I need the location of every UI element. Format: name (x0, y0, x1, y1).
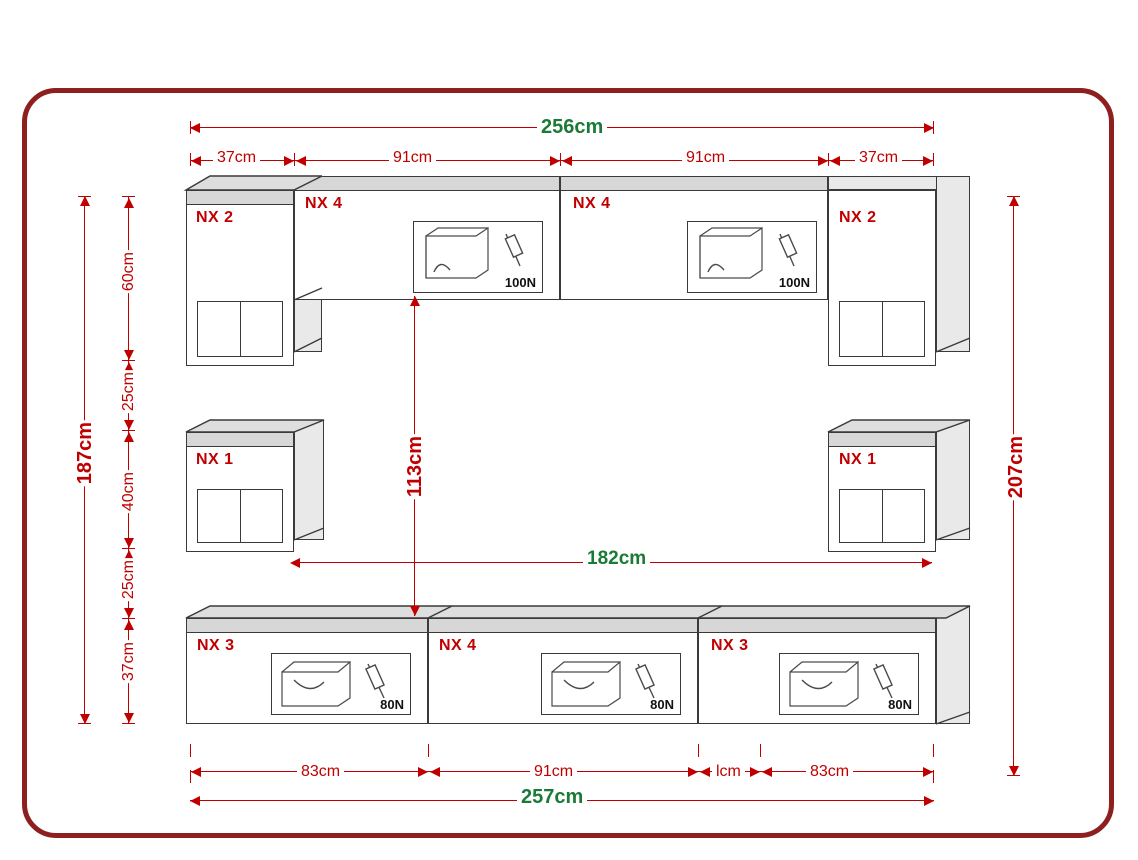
dim-top-total-label: 256cm (537, 116, 607, 139)
cabinet-label: NX 4 (305, 195, 343, 212)
dim-arrow (124, 420, 134, 430)
cabinet-nx1-right-side (936, 420, 970, 540)
dim-arrow (410, 296, 420, 306)
dim-top-seg-2: 91cm (389, 149, 436, 167)
cabinet-nx3-left[interactable] (186, 618, 428, 724)
dim-tick (428, 744, 429, 757)
hinge-detail-bottom-right (779, 653, 919, 715)
cabinet-nx4-top-right[interactable] (560, 176, 828, 300)
door-right[interactable] (241, 302, 283, 356)
cabinet-nx2-left[interactable] (186, 190, 294, 366)
dim-tick (760, 744, 761, 757)
dim-arrow (1009, 196, 1019, 206)
cabinet-top-lid (699, 619, 935, 633)
cabinet-top-lid (561, 177, 827, 191)
cabinet-label: NX 3 (197, 637, 235, 654)
dim-arrow (922, 558, 932, 568)
dim-arrow (924, 796, 934, 806)
cabinet-nx4-top-left[interactable] (294, 176, 560, 300)
door-left[interactable] (198, 490, 241, 542)
dim-arrow (124, 350, 134, 360)
cabinet-nx2-right-side (936, 176, 970, 352)
dim-tick (933, 744, 934, 757)
door-pair[interactable] (839, 301, 925, 357)
dim-top-seg-3: 91cm (682, 149, 729, 167)
dim-arrow (124, 713, 134, 723)
force-label: 80N (650, 697, 674, 712)
cabinet-label: NX 2 (196, 209, 234, 226)
dim-arrow (923, 156, 933, 166)
dim-top-seg-4: 37cm (855, 149, 902, 167)
dim-arrow (190, 123, 200, 133)
door-left[interactable] (840, 490, 883, 542)
dim-arrow (124, 620, 134, 630)
door-pair[interactable] (839, 489, 925, 543)
cabinet-nx1-left-side (294, 420, 324, 540)
dim-arrow (191, 767, 201, 777)
door-right[interactable] (883, 302, 925, 356)
dim-arrow (700, 767, 710, 777)
cabinet-nx1-right[interactable] (828, 432, 936, 552)
dim-tick (78, 196, 91, 197)
dim-tick (698, 744, 699, 757)
dim-arrow (762, 767, 772, 777)
dim-tick (933, 770, 934, 783)
dim-arrow (830, 156, 840, 166)
cabinet-nx3-right[interactable] (698, 618, 936, 724)
dim-left-seg-3: 40cm (120, 472, 137, 512)
dim-bottom-seg-4: 83cm (806, 763, 853, 781)
cabinet-nx4-bottom[interactable] (428, 618, 698, 724)
dim-arrow (818, 156, 828, 166)
cabinet-top-lid (187, 433, 293, 447)
dim-left-seg-5: 37cm (120, 642, 137, 682)
hinge-detail-bottom-left (271, 653, 411, 715)
dim-top-seg-1: 37cm (213, 149, 260, 167)
dim-drop-label: 113cm (404, 436, 426, 498)
cabinet-top-lid (829, 433, 935, 447)
cabinet-top-lid (429, 619, 697, 633)
cabinet-label: NX 3 (711, 637, 749, 654)
dim-arrow (296, 156, 306, 166)
dim-arrow (284, 156, 294, 166)
dim-arrow (124, 608, 134, 618)
force-label: 80N (380, 697, 404, 712)
dim-tick (933, 121, 934, 134)
cabinet-top-lid (295, 177, 559, 191)
dim-arrow (190, 796, 200, 806)
dim-tick (78, 723, 91, 724)
force-label: 100N (778, 275, 810, 290)
dim-bottom-seg-1: 83cm (297, 763, 344, 781)
dim-arrow (688, 767, 698, 777)
cabinet-top-lid (187, 619, 427, 633)
hinge-detail-bottom-center (541, 653, 681, 715)
dim-bottom-total-label: 257cm (517, 786, 587, 809)
cabinet-bottom-right-side (936, 606, 970, 724)
dim-arrow (410, 606, 420, 616)
dim-tick (1007, 196, 1020, 197)
dim-arrow (923, 767, 933, 777)
cabinet-label: NX 1 (839, 451, 877, 468)
dim-tick (190, 770, 191, 783)
door-right[interactable] (241, 490, 283, 542)
hinge-detail-top-left (413, 221, 543, 293)
dim-arrow (562, 156, 572, 166)
cabinet-label: NX 2 (839, 209, 877, 226)
dim-middle-span-label: 182cm (583, 548, 650, 570)
dim-arrow (418, 767, 428, 777)
door-pair[interactable] (197, 301, 283, 357)
force-label: 100N (504, 275, 536, 290)
dim-bottom-seg-3: lcm (712, 763, 745, 781)
cabinet-nx2-right[interactable] (828, 190, 936, 366)
dim-arrow (124, 198, 134, 208)
dim-arrow (550, 156, 560, 166)
dim-arrow (430, 767, 440, 777)
dim-tick (190, 121, 191, 134)
dim-bottom-seg-2: 91cm (530, 763, 577, 781)
dim-tick (1007, 775, 1020, 776)
dim-arrow (80, 196, 90, 206)
dim-arrow (191, 156, 201, 166)
dim-left-seg-1: 60cm (120, 252, 137, 292)
dim-tick (190, 744, 191, 757)
cabinet-nx1-left[interactable] (186, 432, 294, 552)
dim-left-outer-label: 187cm (74, 422, 96, 485)
door-pair[interactable] (197, 489, 283, 543)
cabinet-label: NX 4 (439, 637, 477, 654)
dim-arrow (750, 767, 760, 777)
cabinet-label: NX 1 (196, 451, 234, 468)
cabinet-label: NX 4 (573, 195, 611, 212)
door-right[interactable] (883, 490, 925, 542)
cabinet-top-lid (187, 191, 293, 205)
dim-arrow (124, 432, 134, 442)
dim-tick (933, 153, 934, 166)
door-left[interactable] (840, 302, 883, 356)
dim-arrow (290, 558, 300, 568)
hinge-detail-top-right (687, 221, 817, 293)
door-left[interactable] (198, 302, 241, 356)
dim-left-seg-2: 25cm (120, 372, 137, 412)
dim-right-outer-label: 207cm (1005, 436, 1027, 499)
dim-tick (122, 723, 135, 724)
dim-left-seg-4: 25cm (120, 560, 137, 600)
force-label: 80N (888, 697, 912, 712)
dim-arrow (124, 538, 134, 548)
